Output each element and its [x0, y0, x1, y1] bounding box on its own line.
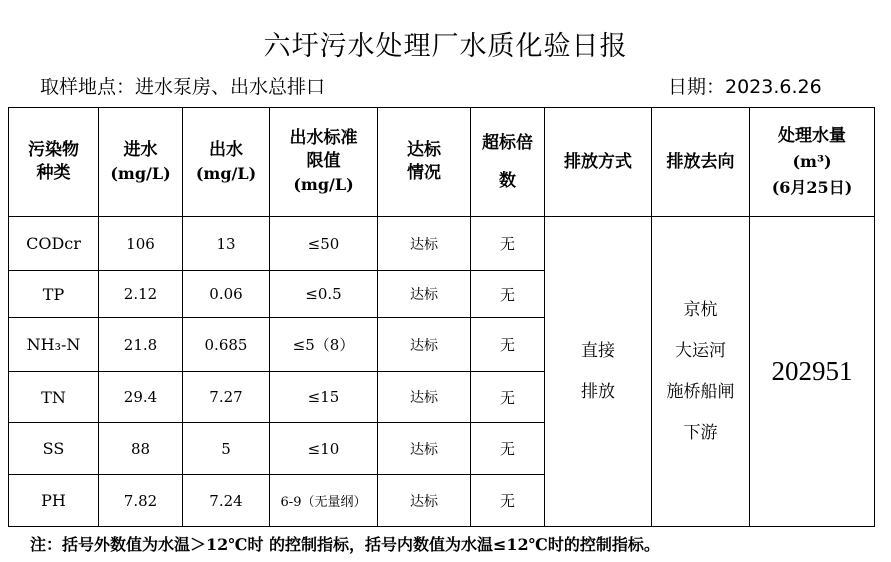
- exceed-cell: 无: [471, 217, 545, 271]
- limit-cell: 6-9（无量纲）: [270, 475, 378, 527]
- effluent-cell: 0.06: [183, 271, 270, 318]
- report-title: 六圩污水处理厂水质化验日报: [263, 31, 628, 62]
- header-exceed: 超标倍 数: [471, 108, 545, 217]
- table-row: [9, 217, 875, 271]
- effluent-cell: 7.24: [183, 475, 270, 527]
- influent-cell: 106: [99, 217, 183, 271]
- effluent-cell: 0.685: [183, 318, 270, 372]
- status-cell: 达标: [378, 271, 471, 318]
- sampling-location: 取样地点：进水泵房、出水总排口: [40, 76, 326, 98]
- header-row: [9, 108, 875, 217]
- exceed-cell: 无: [471, 423, 545, 475]
- header-discharge-method: 排放方式: [545, 108, 652, 217]
- influent-cell: 88: [99, 423, 183, 475]
- param-cell: PH: [9, 475, 99, 527]
- exceed-cell: 无: [471, 372, 545, 423]
- header-status: 达标 情况: [378, 108, 471, 217]
- report-date: 日期：2023.6.26: [668, 76, 822, 98]
- limit-cell: ≤5（8）: [270, 318, 378, 372]
- discharge-direction-cell: 京杭 大运河 施桥船闸 下游: [652, 217, 750, 527]
- influent-cell: 2.12: [99, 271, 183, 318]
- header-volume: 处理水量 (m³) (6月25日): [750, 108, 875, 217]
- param-cell: SS: [9, 423, 99, 475]
- influent-cell: 29.4: [99, 372, 183, 423]
- limit-cell: ≤15: [270, 372, 378, 423]
- param-cell: NH₃-N: [9, 318, 99, 372]
- status-cell: 达标: [378, 217, 471, 271]
- status-cell: 达标: [378, 423, 471, 475]
- header-discharge-direction: 排放去向: [652, 108, 750, 217]
- effluent-cell: 7.27: [183, 372, 270, 423]
- exceed-cell: 无: [471, 271, 545, 318]
- param-cell: CODcr: [9, 217, 99, 271]
- exceed-cell: 无: [471, 318, 545, 372]
- limit-cell: ≤10: [270, 423, 378, 475]
- discharge-method-cell: 直接 排放: [545, 217, 652, 527]
- status-cell: 达标: [378, 475, 471, 527]
- volume-cell: 202951: [750, 217, 875, 527]
- water-quality-table: [8, 107, 875, 527]
- exceed-cell: 无: [471, 475, 545, 527]
- influent-cell: 21.8: [99, 318, 183, 372]
- effluent-cell: 13: [183, 217, 270, 271]
- footnote: 注：括号外数值为水温＞12℃时 的控制指标，括号内数值为水温≤12℃时的控制指标。: [30, 535, 660, 554]
- influent-cell: 7.82: [99, 475, 183, 527]
- header-effluent: 出水 (mg/L): [183, 108, 270, 217]
- header-influent: 进水 (mg/L): [99, 108, 183, 217]
- header-pollutant: 污染物 种类: [9, 108, 99, 217]
- param-cell: TP: [9, 271, 99, 318]
- limit-cell: ≤50: [270, 217, 378, 271]
- status-cell: 达标: [378, 318, 471, 372]
- status-cell: 达标: [378, 372, 471, 423]
- header-limit: 出水标准 限值 (mg/L): [270, 108, 378, 217]
- param-cell: TN: [9, 372, 99, 423]
- effluent-cell: 5: [183, 423, 270, 475]
- limit-cell: ≤0.5: [270, 271, 378, 318]
